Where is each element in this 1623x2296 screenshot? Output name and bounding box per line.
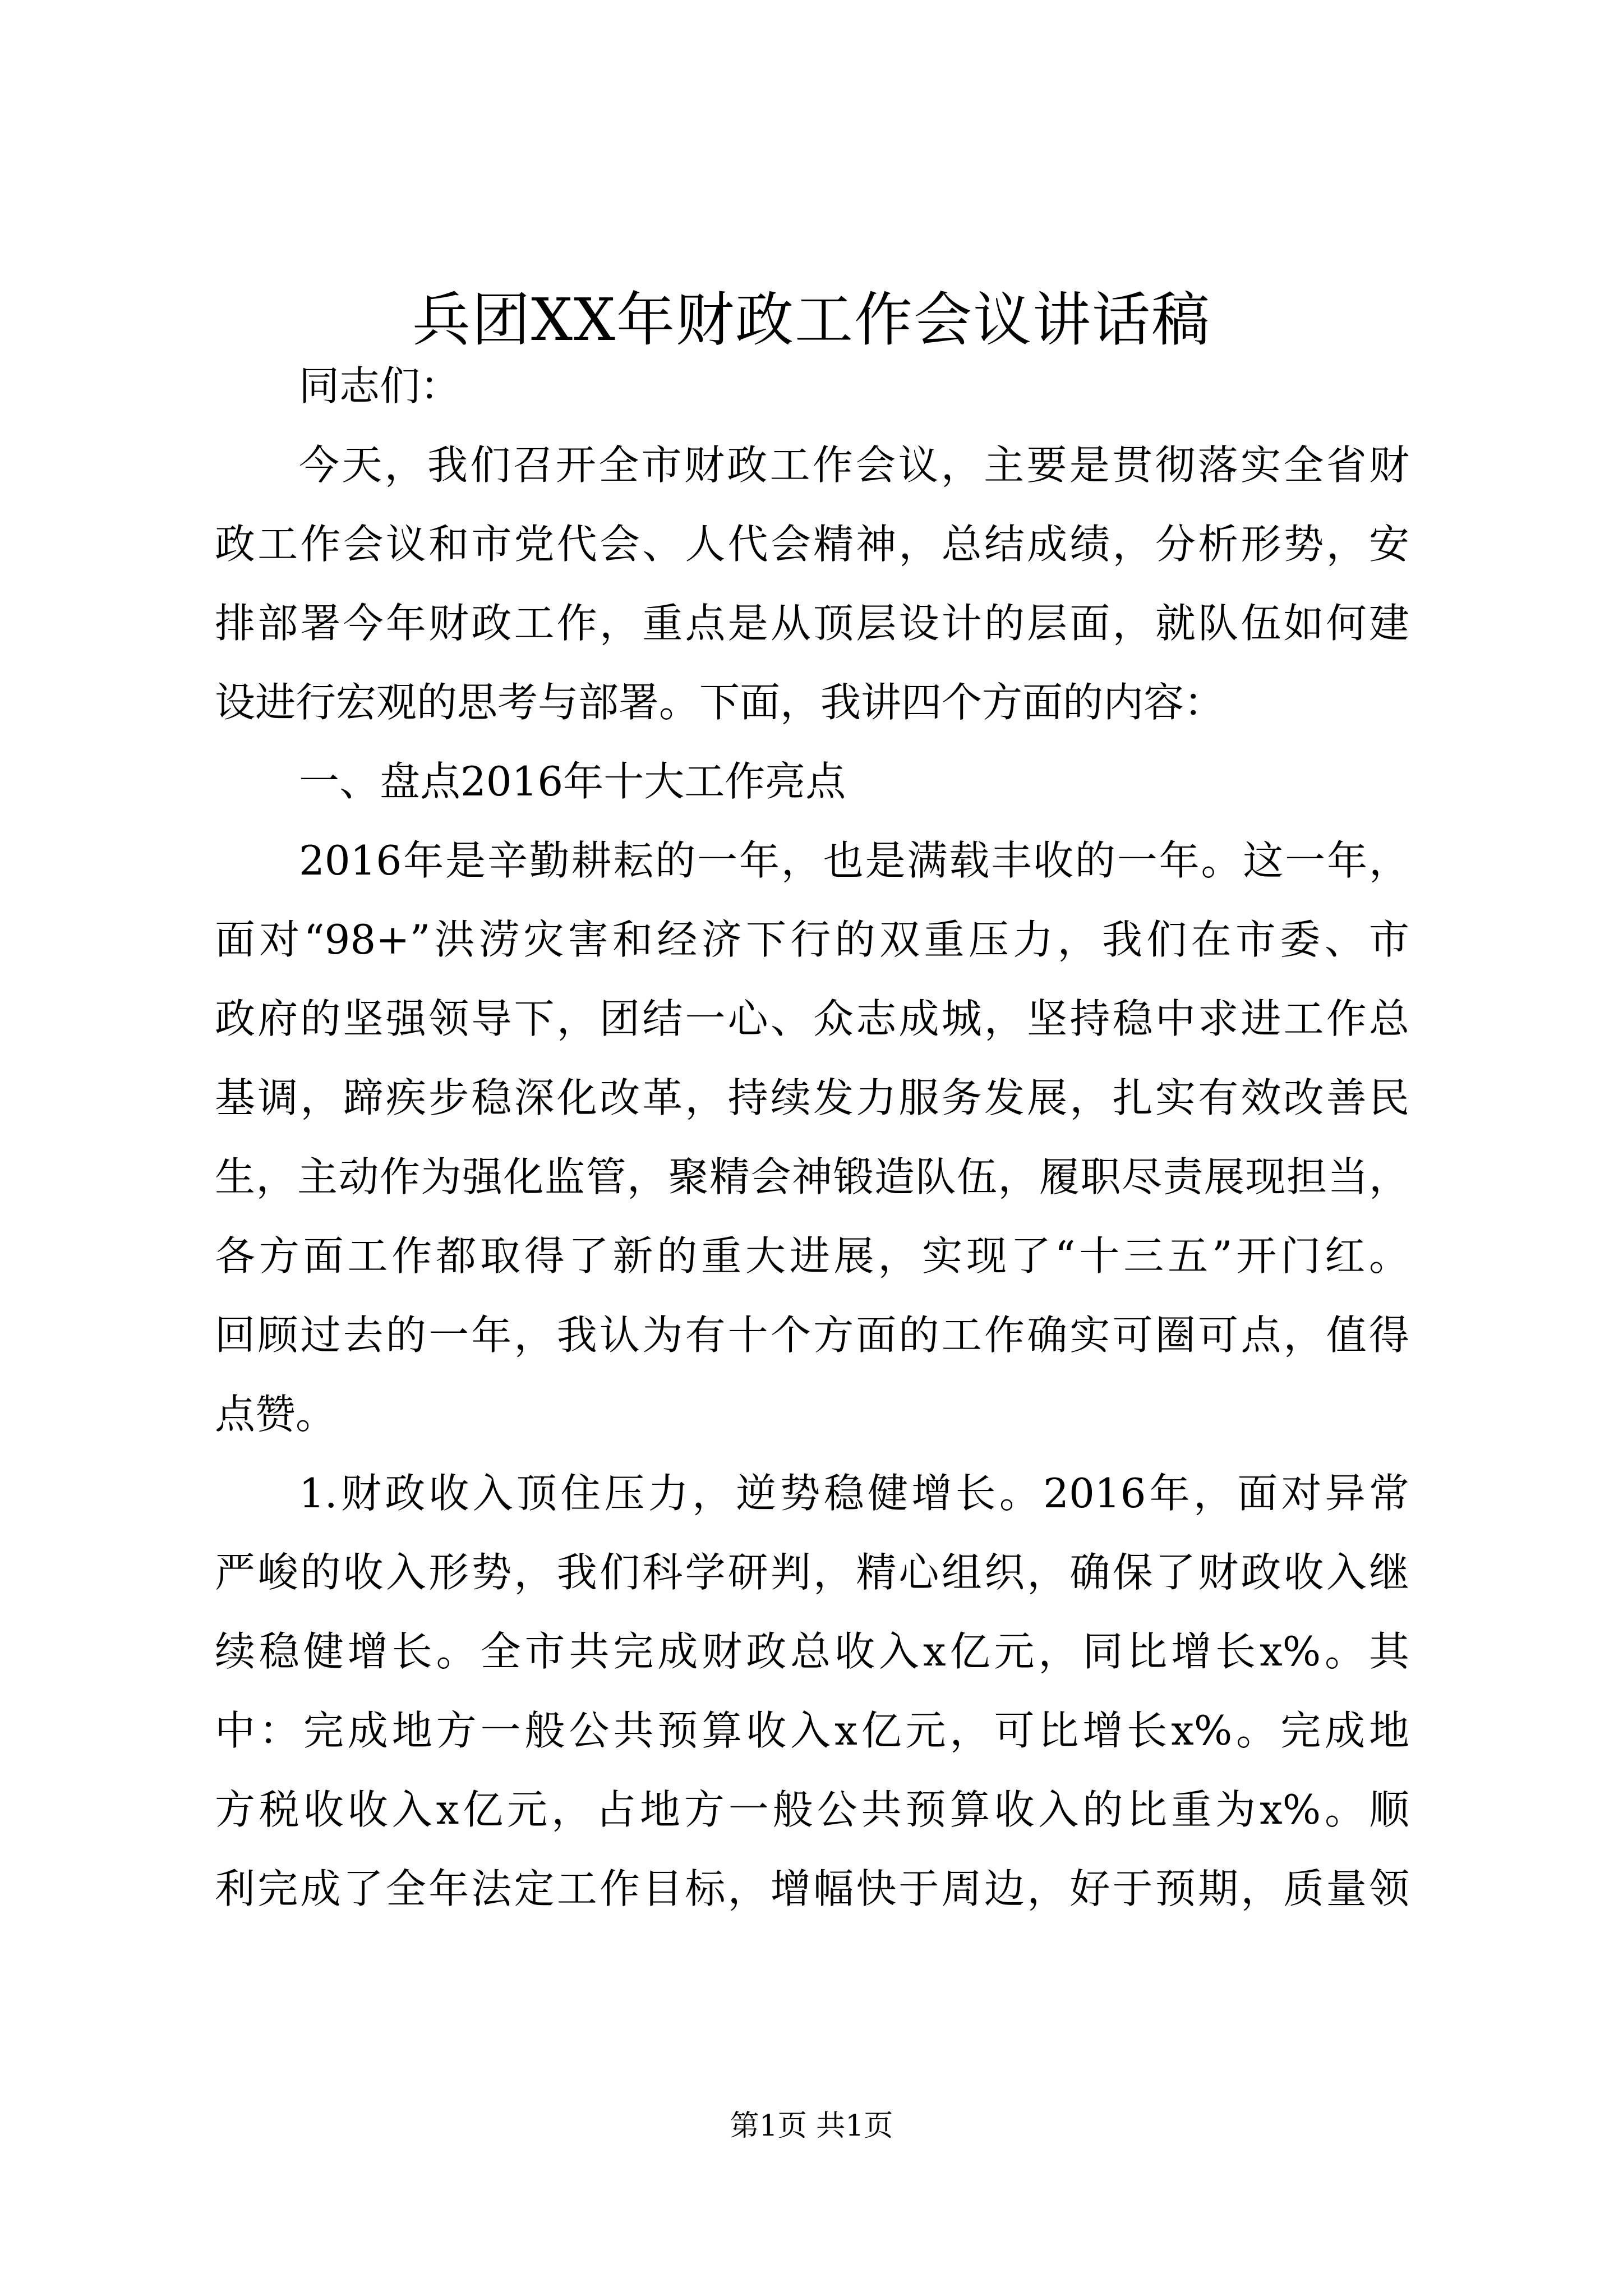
paragraph-line: 利完成了全年法定工作目标，增幅快于周边，好于预期，质量领 (215, 1865, 1409, 1912)
paragraph-line: 2016年是辛勤耕耘的一年，也是满载丰收的一年。这一年， (299, 837, 1409, 884)
paragraph-line: 方税收收入x亿元，占地方一般公共预算收入的比重为x%。顺 (215, 1786, 1409, 1833)
paragraph-line: 排部署今年财政工作，重点是从顶层设计的层面，就队伍如何建 (215, 600, 1409, 647)
paragraph-line: 生，主动作为强化监管，聚精会神锻造队伍，履职尽责展现担当， (215, 1153, 1409, 1200)
page-footer: 第1页 共1页 (730, 2109, 893, 2143)
paragraph-line: 点赞。 (215, 1391, 336, 1438)
paragraph-line: 中：完成地方一般公共预算收入x亿元，可比增长x%。完成地 (215, 1707, 1409, 1754)
paragraph-line: 续稳健增长。全市共完成财政总收入x亿元，同比增长x%。其 (215, 1628, 1409, 1675)
salutation-line: 同志们： (299, 362, 461, 409)
paragraph-line: 基调，蹄疾步稳深化改革，持续发力服务发展，扎实有效改善民 (215, 1074, 1409, 1121)
section-heading: 一、盘点2016年十大工作亮点 (299, 758, 846, 805)
document-title: 兵团XX年财政工作会议讲话稿 (412, 286, 1211, 354)
paragraph-line: 回顾过去的一年，我认为有十个方面的工作确实可圈可点，值得 (215, 1312, 1409, 1359)
paragraph-line: 今天，我们召开全市财政工作会议，主要是贯彻落实全省财 (299, 441, 1409, 489)
paragraph-line: 政工作会议和市党代会、人代会精神，总结成绩，分析形势，安 (215, 521, 1409, 568)
paragraph-line: 设进行宏观的思考与部署。下面，我讲四个方面的内容： (215, 679, 1225, 726)
document-body (215, 347, 1409, 1929)
paragraph-line: 面对“98+”洪涝灾害和经济下行的双重压力，我们在市委、市 (215, 916, 1409, 963)
paragraph-line: 1.财政收入顶住压力，逆势稳健增长。2016年，面对异常 (299, 1470, 1409, 1517)
paragraph-line: 严峻的收入形势，我们科学研判，精心组织，确保了财政收入继 (215, 1549, 1409, 1596)
paragraph-line: 各方面工作都取得了新的重大进展，实现了“十三五”开门红。 (215, 1232, 1409, 1280)
paragraph-line: 政府的坚强领导下，团结一心、众志成城，坚持稳中求进工作总 (215, 995, 1409, 1042)
